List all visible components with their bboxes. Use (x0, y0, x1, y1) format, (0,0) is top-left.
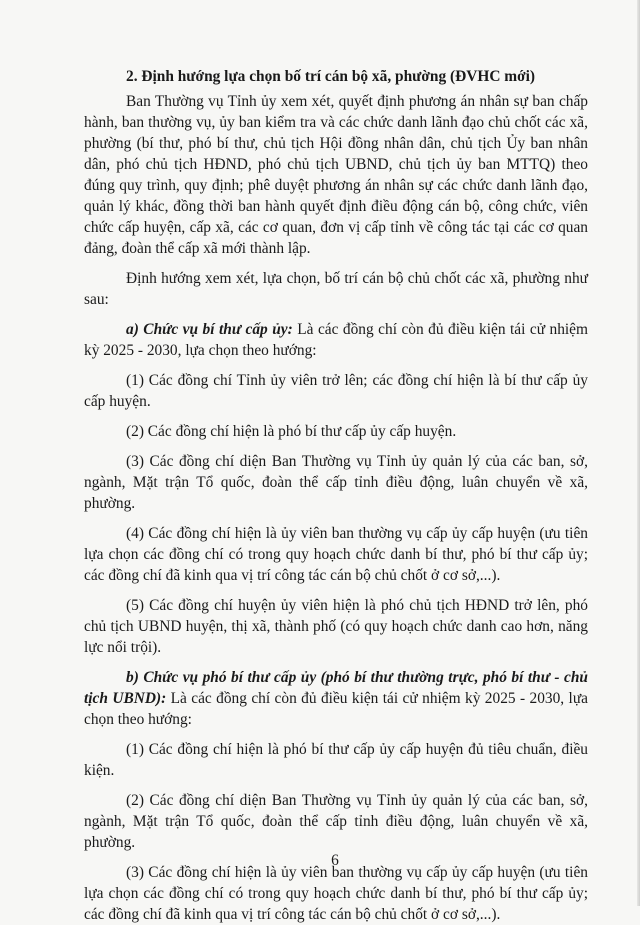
section-a-item: (2) Các đồng chí hiện là phó bí thư cấp ủy cấp huyện. (126, 423, 457, 440)
section-b-item: (2) Các đồng chí diện Ban Thường vụ Tỉnh ủy quản lý của các ban, sở, ngành, Mặt trận Tổ quốc, đoàn thể cấp tỉnh điều động, luân chuyển về xã, phường. (84, 792, 588, 851)
section-a-item: (4) Các đồng chí hiện là ủy viên ban thường vụ cấp ủy cấp huyện (ưu tiên lựa chọn các đồng chí có trong quy hoạch chức danh bí thư, phó bí thư cấp ủy; các đồng chí đã kinh qua vị trí công tác cán bộ chủ chốt ở cơ sở,...). (84, 525, 588, 584)
section-b-item: (3) Các đồng chí hiện là ủy viên ban thường vụ cấp ủy cấp huyện (ưu tiên lựa chọn các đồng chí có trong quy hoạch chức danh bí thư, phó bí thư cấp ủy; các đồng chí đã kinh qua vị trí công tác cán bộ chủ chốt ở cơ sở,...). (84, 864, 588, 923)
page-number: 6 (331, 852, 339, 869)
section-a-item: (1) Các đồng chí Tỉnh ủy viên trở lên; các đồng chí hiện là bí thư cấp ủy cấp huyện. (84, 372, 588, 410)
section-a-title: a) Chức vụ bí thư cấp ủy: (126, 321, 293, 338)
section-b-text: Là các đồng chí còn đủ điều kiện tái cử nhiệm kỳ 2025 - 2030, lựa chọn theo hướng: (84, 690, 588, 728)
section-b-title: b) Chức vụ phó bí thư cấp ủy (phó bí thư thường trực, phó bí thư - chủ tịch UBND): (84, 669, 588, 707)
section-b-item: (1) Các đồng chí hiện là phó bí thư cấp ủy cấp huyện đủ tiêu chuẩn, điều kiện. (84, 741, 588, 779)
section-heading: 2. Định hướng lựa chọn bố trí cán bộ xã, phường (ĐVHC mới) (126, 68, 536, 85)
intro-paragraph: Ban Thường vụ Tỉnh ủy xem xét, quyết định phương án nhân sự ban chấp hành, ban thường vụ, ủy ban kiểm tra và các chức danh lãnh đạo chủ chốt các xã, phường (bí thư, phó bí thư, chủ tịch Hội đồng nhân dân, chủ tịch Ủy ban nhân dân, phó chủ tịch HĐND, phó chủ tịch UBND, chủ tịch ủy ban MTTQ) theo đúng quy trình, quy định; phê duyệt phương án nhân sự các chức danh lãnh đạo, quản lý khác, đồng thời ban hành quyết định điều động cán bộ, công chức, viên chức cấp huyện, cấp xã, các cơ quan, đơn vị cấp tỉnh về công tác tại các cơ quan đảng, đoàn thể cấp xã mới thành lập. (84, 93, 588, 257)
section-a-paragraph (84, 319, 588, 361)
orientation-paragraph: Định hướng xem xét, lựa chọn, bố trí cán bộ chủ chốt các xã, phường như sau: (84, 270, 588, 308)
section-a-text: Là các đồng chí còn đủ điều kiện tái cử nhiệm kỳ 2025 - 2030, lựa chọn theo hướng: (84, 321, 588, 359)
section-b-paragraph (84, 667, 588, 730)
section-a-item: (5) Các đồng chí huyện ủy viên hiện là phó chủ tịch HĐND trở lên, phó chủ tịch UBND huyện, thị xã, thành phố (có quy hoạch chức danh cao hơn, năng lực nổi trội). (84, 597, 588, 656)
section-a-item: (3) Các đồng chí diện Ban Thường vụ Tỉnh ủy quản lý của các ban, sở, ngành, Mặt trận Tổ quốc, đoàn thể cấp tỉnh điều động, luân chuyển về xã, phường. (84, 453, 588, 512)
